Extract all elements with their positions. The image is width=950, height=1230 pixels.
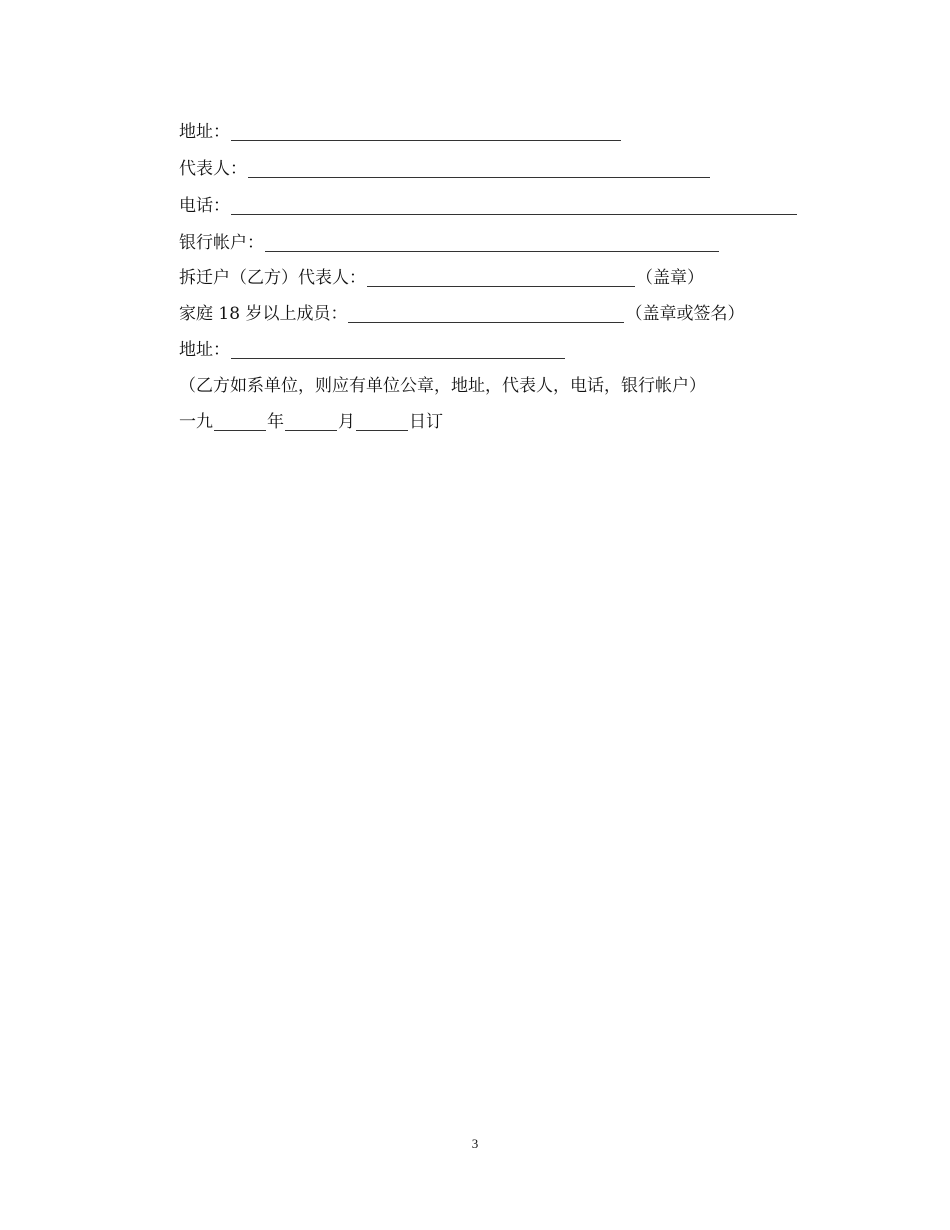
address-label: 地址： [179, 122, 230, 142]
day-blank[interactable] [356, 412, 408, 431]
phone-blank[interactable] [231, 196, 797, 215]
address-line-2 [179, 338, 566, 362]
bank-account-blank[interactable] [265, 233, 719, 252]
year-blank[interactable] [214, 412, 266, 431]
page-number: 3 [471, 1136, 479, 1151]
party-b-representative-line [179, 266, 704, 290]
address-label-2: 地址： [179, 340, 230, 360]
month-blank[interactable] [285, 412, 337, 431]
address-line-1 [179, 120, 622, 144]
representative-line [179, 157, 711, 181]
month-label: 月 [338, 412, 355, 432]
bank-account-line [179, 231, 720, 255]
phone-label: 电话： [179, 196, 230, 216]
unit-note: （乙方如系单位，则应有单位公章，地址，代表人，电话，银行帐户） [179, 376, 706, 396]
phone-line [179, 194, 798, 218]
family-members-line [179, 302, 744, 326]
day-label: 日订 [409, 412, 443, 432]
family-members-label: 家庭 18 岁以上成员： [179, 304, 348, 324]
address-blank-2[interactable] [231, 340, 565, 359]
seal-note: （盖章） [636, 268, 704, 288]
party-b-representative-blank[interactable] [367, 268, 635, 287]
year-label: 年 [267, 412, 284, 432]
date-prefix: 一九 [179, 412, 213, 432]
date-line [179, 410, 443, 434]
representative-label: 代表人： [179, 159, 247, 179]
bank-account-label: 银行帐户： [179, 233, 264, 253]
representative-blank[interactable] [248, 159, 710, 178]
family-members-blank[interactable] [348, 304, 624, 323]
unit-note-line [179, 374, 706, 398]
party-b-representative-label: 拆迁户（乙方）代表人： [179, 268, 366, 288]
address-blank[interactable] [231, 122, 621, 141]
seal-or-signature-note: （盖章或签名） [625, 304, 745, 324]
